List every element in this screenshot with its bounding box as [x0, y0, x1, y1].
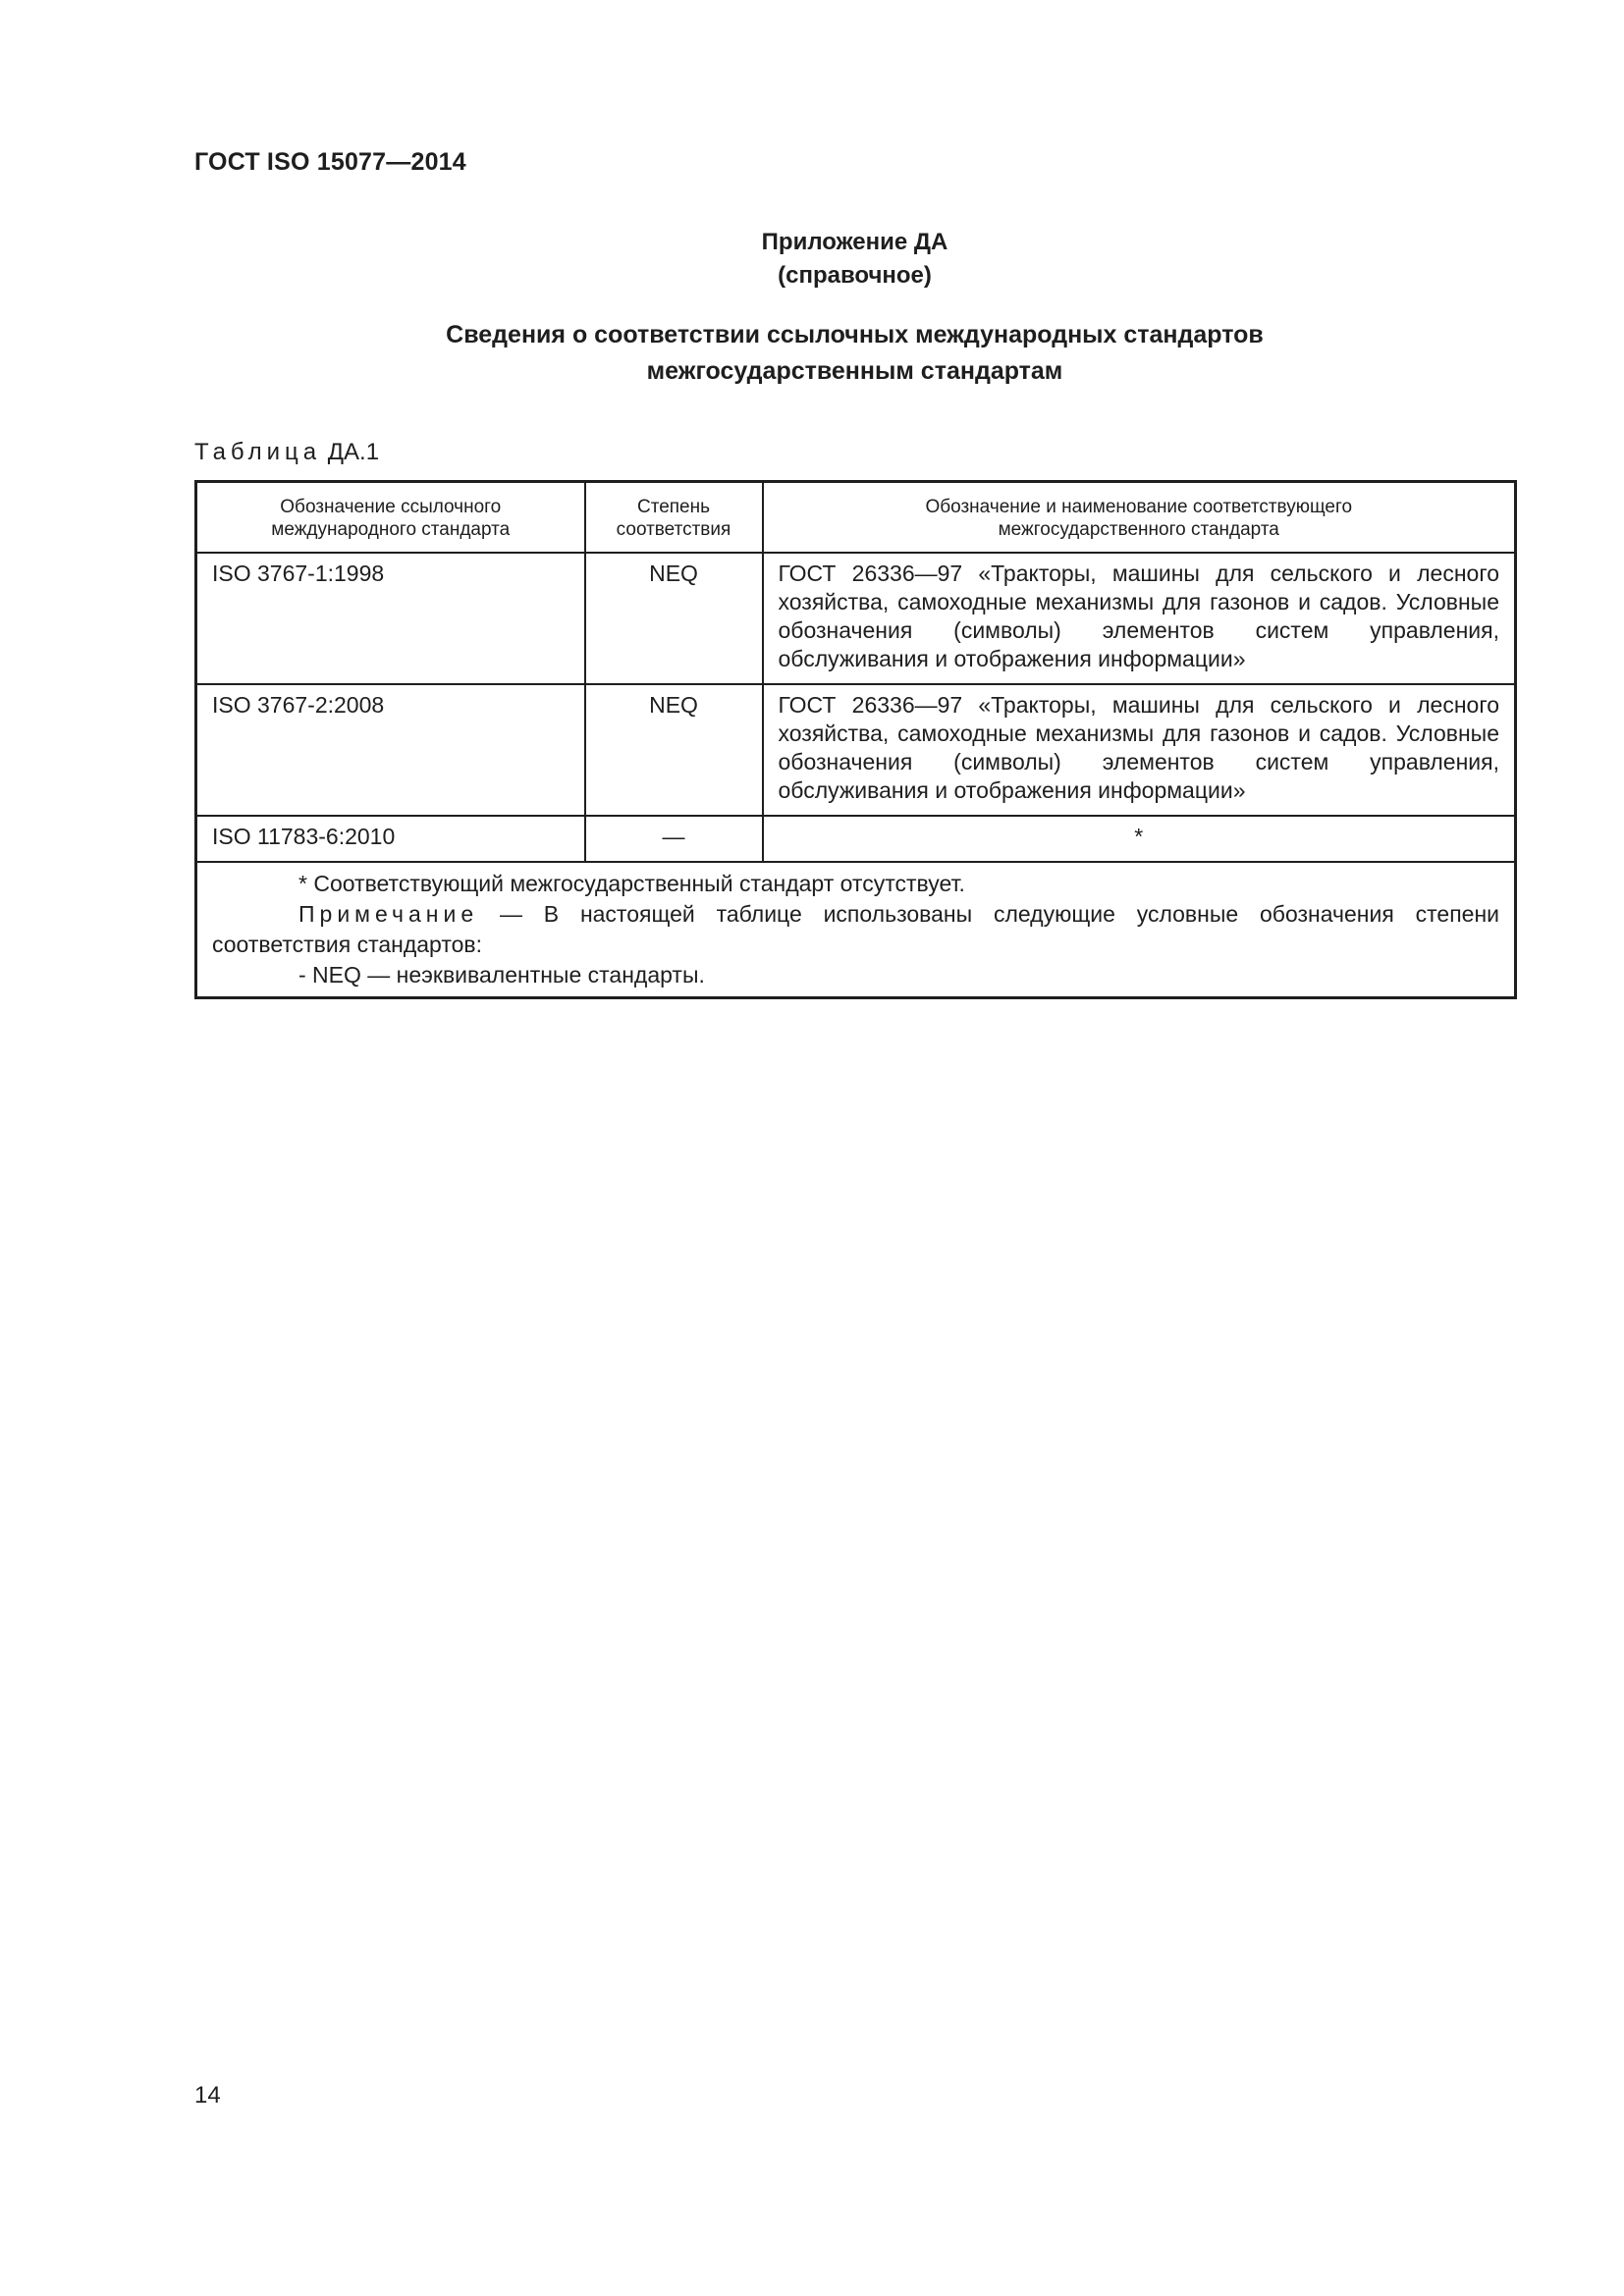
section-title [0, 317, 1624, 390]
appendix-title: Приложение ДА [761, 229, 948, 255]
table-caption [194, 439, 379, 466]
table-caption-number: ДА.1 [327, 439, 380, 465]
degree-cell: NEQ [585, 553, 763, 684]
table-header-row [196, 482, 1516, 554]
column-header-interstate-standard: Обозначение и наименование соответствующего межгосударственного стандарта [763, 482, 1516, 554]
intl-standard-cell: ISO 11783-6:2010 [196, 816, 585, 862]
appendix-subtitle: (справочное) [778, 262, 932, 289]
table-footnote: * Соответствующий межгосударственный стандарт отсутствует. [298, 871, 965, 896]
note-list-item: - NEQ — неэквивалентные стандарты. [298, 962, 705, 988]
table-row [196, 816, 1516, 862]
note-text: — В настоящей таблице использованы следующие условные обозначения степени соответствия стандартов: [212, 901, 1499, 957]
section-title-line-2: межгосударственным стандартам [646, 357, 1063, 385]
interstate-standard-cell: * [763, 816, 1516, 862]
table-row [196, 553, 1516, 684]
correspondence-table [194, 480, 1517, 999]
table-row [196, 684, 1516, 816]
page-number: 14 [194, 2082, 221, 2109]
column-header-intl-standard: Обозначение ссылочного международного стандарта [196, 482, 585, 554]
column-header-degree: Степень соответствия [585, 482, 763, 554]
intl-standard-cell: ISO 3767-2:2008 [196, 684, 585, 816]
table-notes-row [196, 862, 1516, 998]
degree-cell: NEQ [585, 684, 763, 816]
intl-standard-cell: ISO 3767-1:1998 [196, 553, 585, 684]
table-caption-word: Таблица [194, 439, 322, 465]
section-title-line-1: Сведения о соответствии ссылочных международных стандартов [446, 321, 1264, 348]
document-code-header: ГОСТ ISO 15077—2014 [194, 148, 466, 176]
interstate-standard-cell: ГОСТ 26336—97 «Тракторы, машины для сельского и лесного хозяйства, самоходные механизмы для газонов и садов. Условные обозначения (символы) элементов систем управления, обслуживания и отображения информации» [763, 553, 1516, 684]
degree-cell: — [585, 816, 763, 862]
appendix-heading [0, 226, 1624, 293]
interstate-standard-cell: ГОСТ 26336—97 «Тракторы, машины для сельского и лесного хозяйства, самоходные механизмы для газонов и садов. Условные обозначения (символы) элементов систем управления, обслуживания и отображения информации» [763, 684, 1516, 816]
note-label: Примечание [298, 901, 479, 927]
table-note [212, 899, 1499, 960]
table-notes [196, 862, 1516, 998]
